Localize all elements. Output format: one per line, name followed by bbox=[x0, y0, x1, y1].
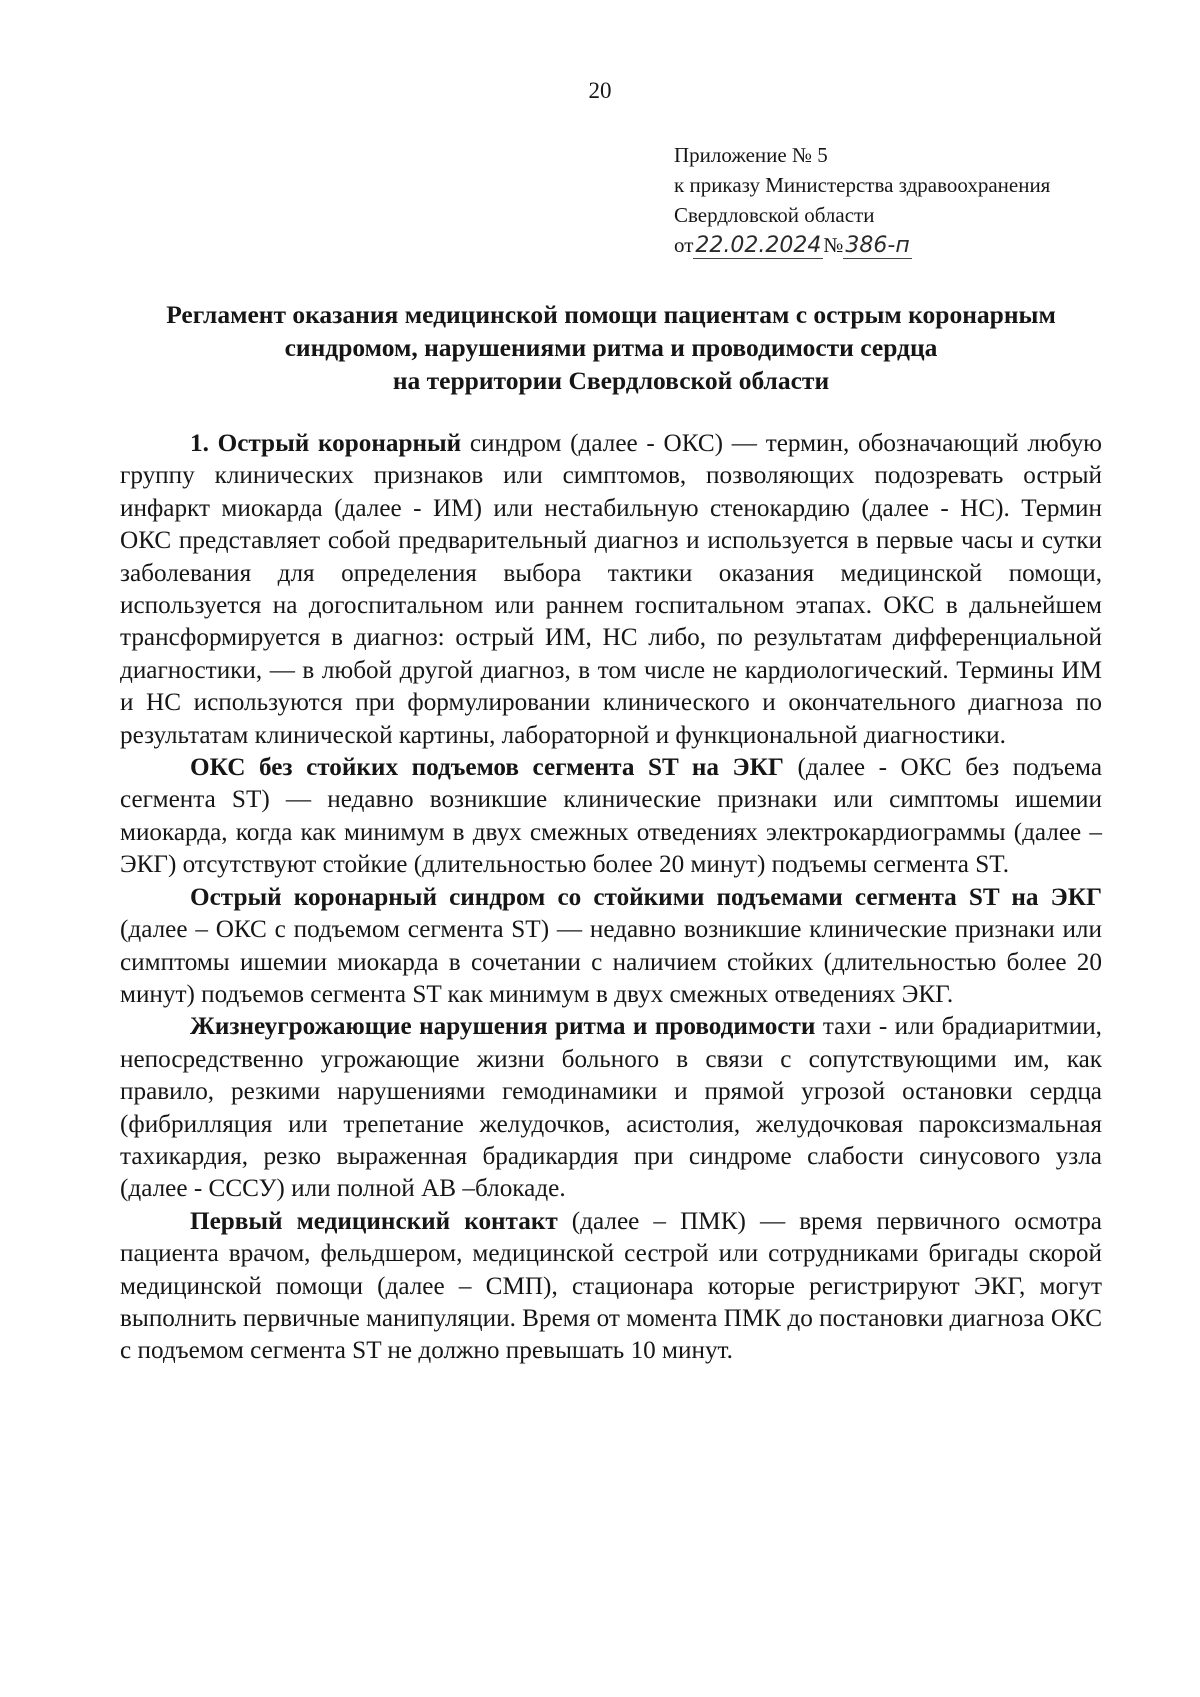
term-first-contact: Первый медицинский контакт bbox=[190, 1207, 558, 1235]
annex-date-line bbox=[674, 230, 1050, 260]
paragraph-acs-definition bbox=[120, 428, 1102, 752]
annex-line-3: Свердловской области bbox=[674, 203, 875, 227]
term-acs-with-st: Острый коронарный синдром со стойкими подъемами сегмента ST на ЭКГ bbox=[190, 883, 1102, 911]
term-arrhythmia: Жизнеугрожающие нарушения ритма и проводимости bbox=[190, 1013, 816, 1041]
paragraph-first-contact-definition bbox=[120, 1206, 1102, 1368]
page-number: 20 bbox=[588, 78, 612, 103]
paragraph-text: тахи - или брадиаритмии, непосредственно угрожающие жизни больного в связи с сопутствующими им, как правило, резкими нарушениями гемодинамики и прямой угрозой остановки сердца (фибрилляция или трепетание желудочков, асистолия, желудочковая пароксизмальная тахикардия, резко выраженная брадикардия при синдроме слабости синусового узла (далее - СССУ) или полной АВ –блокаде. bbox=[120, 1013, 1102, 1203]
annex-line-2: к приказу Министерства здравоохранения bbox=[674, 173, 1051, 197]
paragraph-text: (далее - ОКС без подъема сегмента ST) — недавно возникшие клинические признаки или симптомы ишемии миокарда, когда как минимум в двух смежных отведениях электрокардиограммы (далее – ЭКГ) отсутствуют стойкие (длительностью более 20 минут) подъемы сегмента ST. bbox=[120, 754, 1103, 879]
date-prefix: от bbox=[674, 233, 694, 257]
document-body bbox=[120, 428, 1102, 1368]
paragraph-text: (далее – ПМК) — время первичного осмотра пациента врачом, фельдшером, медицинской сестрой или сотрудниками бригады скорой медицинской помощи (далее – СМП), стационара которые регистрируют ЭКГ, могут выполнить первичные манипуляции. Время от момента ПМК до постановки диагноза ОКС с подъемом сегмента ST не должно превышать 10 минут. bbox=[120, 1207, 1102, 1365]
title-line-1: Регламент оказания медицинской помощи пациентам с острым коронарным bbox=[166, 300, 1056, 329]
paragraph-arrhythmia-definition bbox=[120, 1011, 1102, 1205]
title-line-2: синдромом, нарушениями ритма и проводимости сердца bbox=[284, 333, 938, 362]
number-prefix: № bbox=[823, 233, 844, 257]
handwritten-order-number: 386-п bbox=[845, 233, 910, 258]
paragraph-text: синдром (далее - ОКС) — термин, обозначающий любую группу клинических признаков или симптомов, позволяющих подозревать острый инфаркт миокарда (далее - ИМ) или нестабильную стенокардию (далее - НС). Термин ОКС представляет собой предварительный диагноз и используется в первые часы и сутки заболевания для определения выбора тактики оказания медицинской помощи, используется на догоспитальном или раннем госпитальном этапах. ОКС в дальнейшем трансформируется в диагноз: острый ИМ, НС либо, по результатам дифференциальной диагностики, — в любой другой диагноз, в том числе не кардиологический. Термины ИМ и НС используются при формулировании клинического и окончательного диагноза по результатам клинической картины, лабораторной и функциональной диагностики. bbox=[120, 430, 1102, 749]
term-acs-without-st: ОКС без стойких подъемов сегмента ST на ЭКГ bbox=[190, 754, 784, 782]
annex-line-1: Приложение № 5 bbox=[674, 143, 828, 167]
paragraph-nstemi-definition bbox=[120, 752, 1102, 882]
handwritten-date: 22.02.2024 bbox=[695, 233, 822, 258]
document-title bbox=[120, 298, 1102, 397]
paragraph-stemi-definition bbox=[120, 882, 1102, 1012]
annex-header bbox=[674, 140, 1050, 260]
term-acs: 1. Острый коронарный bbox=[190, 430, 462, 457]
title-line-3: на территории Свердловской области bbox=[392, 366, 830, 395]
paragraph-text: (далее – ОКС с подъемом сегмента ST) — недавно возникшие клинические признаки или симптомы ишемии миокарда в сочетании с наличием стойких (длительностью более 20 минут) подъемов сегмента ST как минимум в двух смежных отведениях ЭКГ. bbox=[120, 916, 1102, 1008]
